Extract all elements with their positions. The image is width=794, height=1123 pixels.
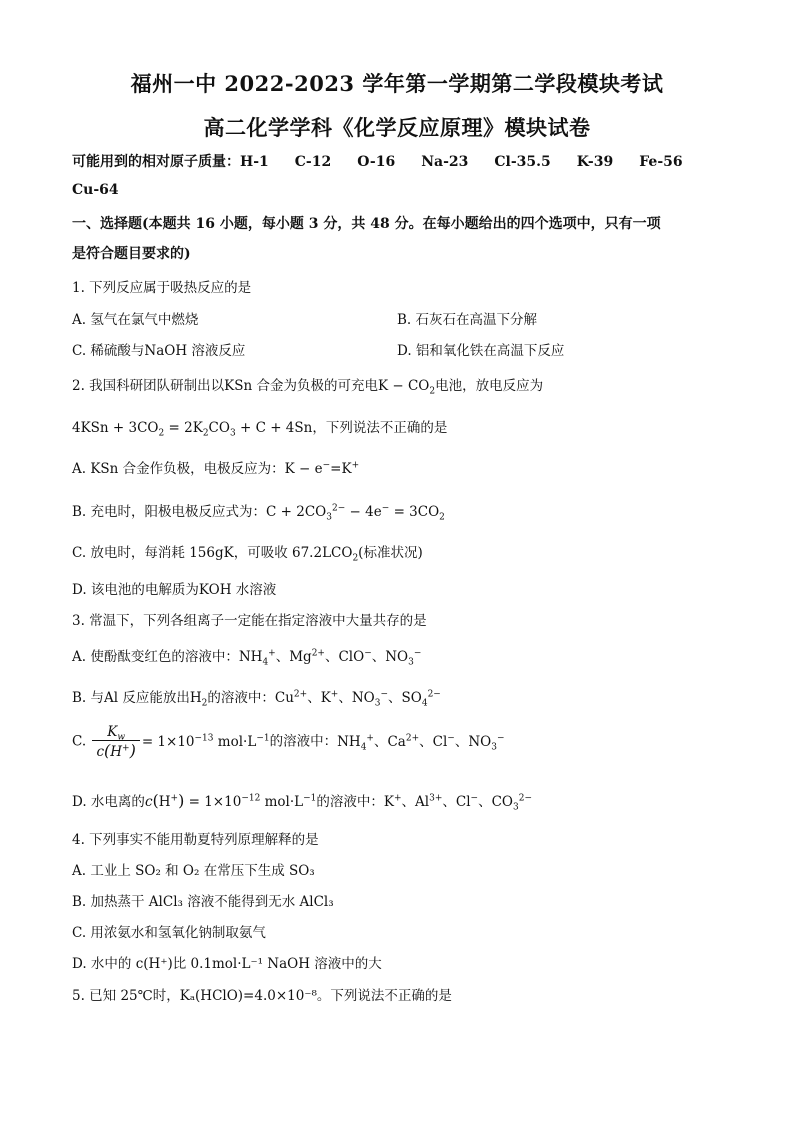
q2-option-b-text: B. 充电时，阳极电极反应式为： bbox=[72, 504, 267, 520]
q3-option-d-text: D. 水电离的 bbox=[72, 794, 145, 810]
q4-option-c: C. 用浓氨水和氢氧化钠制取氨气 bbox=[72, 925, 266, 941]
atomic-mass-line bbox=[72, 151, 709, 171]
atomic-mass-item: C-12 bbox=[294, 154, 332, 170]
q2-option-b bbox=[72, 500, 445, 523]
atomic-mass-item: Fe-56 bbox=[639, 154, 683, 170]
q1-option-a: A. 氢气在氯气中燃烧 bbox=[72, 312, 199, 328]
q3-option-a-text: A. 使酚酞变红色的溶液中： bbox=[72, 649, 239, 665]
q3-option-d-value: $c(H^+) = 1\times 10^{-12}$ $mol\cdot L^{-1}$ bbox=[144, 791, 317, 810]
q2-reaction-equation: $4KSn + 3CO_2 = 2K_2CO_3 + C + 4Sn$ bbox=[72, 420, 313, 439]
atomic-mass-label: 可能用到的相对原子质量： bbox=[72, 154, 240, 170]
section-heading-line2: 是符合题目要求的) bbox=[72, 246, 191, 262]
q3-option-b-ions: $Cu^{2+}$、K+、$NO_3^-$、$SO_4^{2-}$ bbox=[274, 689, 441, 709]
exam-title: 福州一中 2022-2023 学年第一学期第二学段模块考试 bbox=[130, 71, 664, 96]
exam-subtitle: 高二化学学科《化学反应原理》模块试卷 bbox=[203, 115, 591, 140]
q3-option-b-h2: $H_2$ bbox=[189, 690, 208, 709]
q3-option-d-ions: K+、$Al^{3+}$、Cl−、$CO_3^{2-}$ bbox=[383, 793, 533, 813]
q2-battery-formula: $K - CO_2$ bbox=[378, 378, 436, 397]
q1-option-b: B. 石灰石在高温下分解 bbox=[397, 312, 538, 328]
q1-stem: 1. 下列反应属于吸热反应的是 bbox=[72, 280, 252, 296]
q2-option-a bbox=[72, 457, 359, 477]
q1-option-d: D. 铝和氧化铁在高温下反应 bbox=[397, 343, 565, 359]
q5-stem: 5. 已知 25℃时，Kₐ(HClO)=4.0×10⁻⁸。下列说法不正确的是 bbox=[72, 988, 452, 1004]
q3-option-c-label: C. bbox=[72, 733, 87, 750]
q2-option-c-formula: $CO_2$ bbox=[331, 545, 359, 564]
q2-stem-c: ，下列说法不正确的是 bbox=[312, 420, 448, 436]
q3-option-d-text-end: 的溶液中： bbox=[316, 794, 384, 810]
q2-option-d: D. 该电池的电解质为KOH 水溶液 bbox=[72, 582, 277, 598]
q3-option-b-text: B. 与Al 反应能放出 bbox=[72, 690, 190, 706]
q4-option-a: A. 工业上 SO₂ 和 O₂ 在常压下生成 SO₃ bbox=[72, 863, 315, 879]
q2-option-c-text: C. 放电时，每消耗 156gK，可吸收 67.2L bbox=[72, 545, 332, 561]
q2-option-c-text-end: (标准状况) bbox=[358, 545, 423, 561]
q3-option-c-ions: $NH_4^+$、$Ca^{2+}$、Cl−、$NO_3^-$ bbox=[337, 733, 505, 753]
q3-option-c bbox=[72, 724, 505, 760]
q2-option-a-equation: K − e−=K+ bbox=[284, 460, 360, 477]
q2-option-a-text: A. KSn 合金作负极，电极反应为： bbox=[72, 461, 285, 477]
q3-option-c-value: = $1\times 10^{-13}$ $mol\cdot L^{-1}$ bbox=[141, 733, 270, 750]
q2-stem-line2 bbox=[72, 416, 448, 439]
q4-stem: 4. 下列事实不能用勒夏特列原理解释的是 bbox=[72, 832, 319, 848]
q3-option-a-ions: $NH_4^+$、$Mg^{2+}$、ClO−、$NO_3^-$ bbox=[238, 648, 422, 668]
q3-option-d bbox=[72, 790, 533, 813]
atomic-mass-item: Cl-35.5 bbox=[494, 154, 551, 170]
q3-option-c-fraction: $\frac{K_w}{c(H^+)}$ bbox=[92, 724, 139, 760]
q3-stem: 3. 常温下，下列各组离子一定能在指定溶液中大量共存的是 bbox=[72, 613, 427, 629]
atomic-mass-item: O-16 bbox=[357, 154, 396, 170]
q3-option-b bbox=[72, 686, 441, 709]
q2-option-b-equation: $C + 2CO_3^{2-} - 4e^- = 3CO_2$ bbox=[266, 503, 445, 523]
atomic-mass-item: H-1 bbox=[240, 154, 269, 170]
section-heading-line1: 一、选择题(本题共 16 小题，每小题 3 分，共 48 分。在每小题给出的四个选项中，只有一项 bbox=[72, 216, 661, 232]
q3-option-b-text-end: 的溶液中： bbox=[207, 690, 275, 706]
q2-option-c bbox=[72, 541, 423, 564]
atomic-mass-last: Cu-64 bbox=[72, 182, 119, 198]
atomic-mass-item: Na-23 bbox=[421, 154, 469, 170]
q4-option-d: D. 水中的 c(H⁺)比 0.1mol·L⁻¹ NaOH 溶液中的大 bbox=[72, 956, 382, 972]
q1-option-c: C. 稀硫酸与NaOH 溶液反应 bbox=[72, 343, 246, 359]
q2-stem-line1 bbox=[72, 374, 544, 397]
q3-option-a bbox=[72, 645, 422, 668]
q3-option-c-text: 的溶液中： bbox=[269, 733, 338, 750]
q2-stem-a: 2. 我国科研团队研制出以KSn 合金为负极的可充电 bbox=[72, 378, 378, 394]
q4-option-b: B. 加热蒸干 AlCl₃ 溶液不能得到无水 AlCl₃ bbox=[72, 894, 334, 910]
q2-stem-b: 电池，放电反应为 bbox=[435, 378, 544, 394]
atomic-mass-item: K-39 bbox=[576, 154, 614, 170]
